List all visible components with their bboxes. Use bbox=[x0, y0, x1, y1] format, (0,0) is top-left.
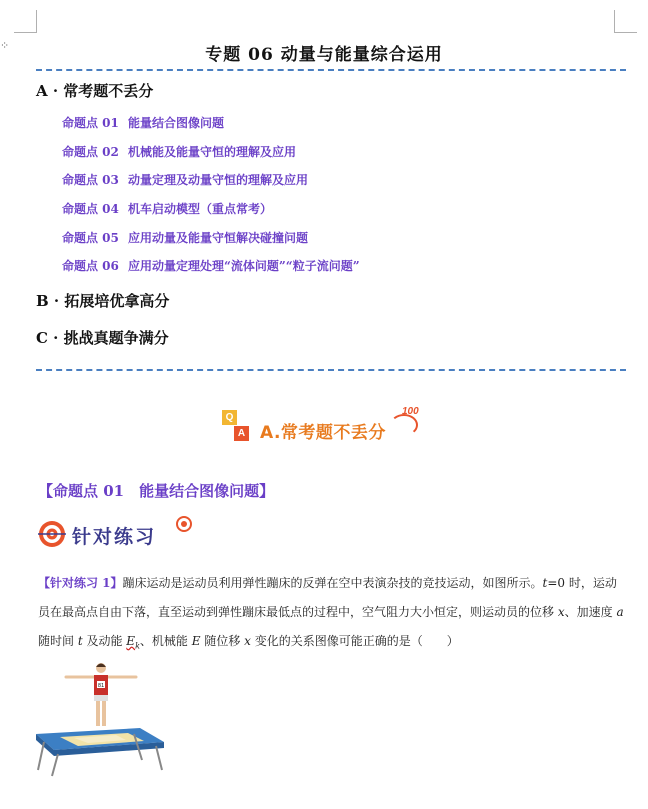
section-a-heading: A · 常考题不丢分 bbox=[36, 82, 154, 100]
exercise-text: =0 时，运动员在最高点自由下落，直至运动到弹性蹦床最低点的过程中，空气阻力大小恒定，则运动员的位移 bbox=[38, 576, 617, 619]
var-t: t bbox=[77, 634, 83, 648]
score-swoosh-icon bbox=[390, 414, 418, 436]
toc-item-02[interactable] bbox=[62, 143, 296, 160]
toc-item-05[interactable] bbox=[62, 229, 308, 246]
toc-item-01[interactable] bbox=[62, 114, 224, 131]
bullseye-icon bbox=[176, 516, 192, 532]
section-b-heading: B · 拓展培优拿高分 bbox=[36, 292, 170, 310]
section-banner bbox=[220, 406, 432, 446]
toc-item-text: 动量定理及动量守恒的理解及应用 bbox=[128, 173, 309, 187]
toc-item-number: 命题点 05 bbox=[62, 231, 119, 245]
var-t: t bbox=[542, 576, 548, 590]
var-a: a bbox=[616, 605, 624, 619]
toc-item-text: 应用动量及能量守恒解决碰撞问题 bbox=[128, 231, 309, 245]
exercise-text: 随位移 bbox=[200, 634, 245, 648]
section-c-heading: C · 挑战真题争满分 bbox=[36, 329, 169, 347]
divider-top bbox=[36, 69, 626, 71]
score-badge: 100 bbox=[402, 406, 419, 417]
toc-item-text: 能量结合图像问题 bbox=[128, 116, 225, 130]
topic-heading: 【命题点 01 能量结合图像问题】 bbox=[38, 482, 275, 500]
toc-item-04[interactable] bbox=[62, 200, 272, 217]
exercise-text: 、加速度 bbox=[564, 605, 617, 619]
toc-item-text: 应用动量定理处理“流体问题”“粒子流问题” bbox=[128, 259, 360, 273]
exercise-text: 、机械能 bbox=[139, 634, 192, 648]
exercise-text: 随时间 bbox=[38, 634, 78, 648]
var-ek bbox=[126, 634, 140, 651]
bib-number: 81 bbox=[97, 683, 105, 689]
exercise-text: 及动能 bbox=[82, 634, 127, 648]
exercise-text: 变化的关系图像可能正确的是（ ） bbox=[250, 634, 459, 648]
toc-item-text: 机车启动模型（重点常考） bbox=[128, 202, 273, 216]
toc-item-number: 命题点 04 bbox=[62, 202, 119, 216]
exercise-text: 蹦床运动是运动员利用弹性蹦床的反弹在空中表演杂技的竞技运动，如图所示。 bbox=[122, 576, 543, 590]
target-icon bbox=[38, 520, 66, 548]
page-corner-mark-top-left bbox=[14, 10, 37, 33]
q-badge-icon: Q bbox=[222, 410, 237, 425]
table-move-handle-icon[interactable]: ⁘ bbox=[0, 39, 10, 52]
var-x: x bbox=[557, 605, 565, 619]
divider-bottom bbox=[36, 369, 626, 371]
page-title: 专题 06 动量与能量综合运用 bbox=[205, 45, 443, 65]
var-x: x bbox=[244, 634, 251, 648]
var-e: E bbox=[191, 634, 201, 648]
a-badge-icon: A bbox=[234, 426, 249, 441]
page-corner-mark-top-right bbox=[614, 10, 637, 33]
practice-logo bbox=[38, 516, 198, 552]
toc-item-number: 命题点 01 bbox=[62, 116, 119, 130]
toc-item-number: 命题点 02 bbox=[62, 145, 119, 159]
exercise-paragraph bbox=[38, 569, 626, 660]
var-ek-sub: k bbox=[135, 641, 140, 651]
practice-logo-text: 针对练习 bbox=[72, 526, 157, 548]
toc-item-number: 命题点 03 bbox=[62, 173, 119, 187]
var-ek-main: E bbox=[126, 634, 136, 648]
toc-item-text: 机械能及能量守恒的理解及应用 bbox=[128, 145, 297, 159]
toc-item-number: 命题点 06 bbox=[62, 259, 119, 273]
toc-item-03[interactable] bbox=[62, 171, 308, 188]
toc-item-06[interactable] bbox=[62, 257, 360, 274]
trampoline-figure bbox=[30, 662, 180, 782]
banner-title: A.常考题不丢分 bbox=[260, 423, 386, 443]
exercise-tag: 【针对练习 1】 bbox=[38, 576, 123, 590]
